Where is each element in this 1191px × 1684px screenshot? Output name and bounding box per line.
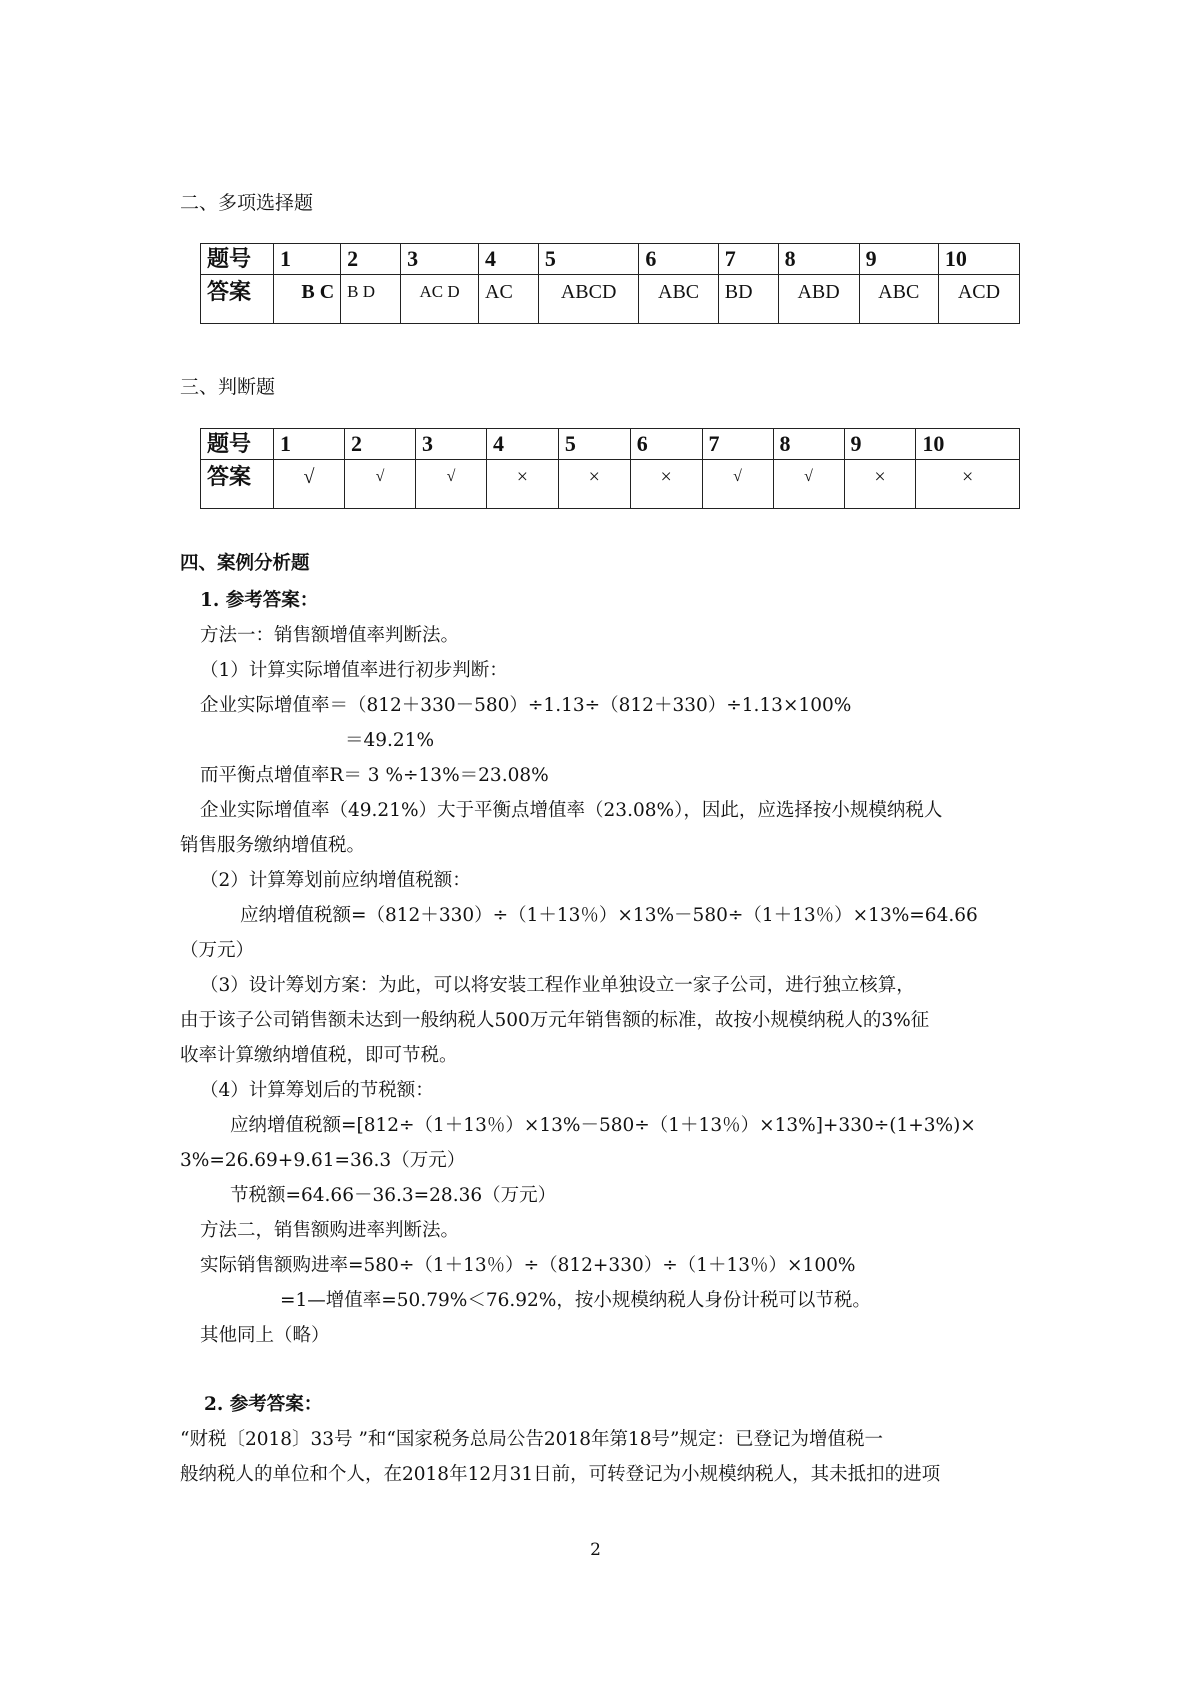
formula-line: 企业实际增值率＝（812＋330－580）÷1.13÷（812＋330）÷1.13×100% [200,695,852,716]
question-number: 6 [630,429,702,460]
body-line: 般纳税人的单位和个人，在2018年12月31日前，可转登记为小规模纳税人，其未抵扣的进项 [180,1464,941,1485]
body-line: （万元） [180,940,255,961]
answer-cell: ABCD [538,275,639,324]
body-line: “财税〔2018〕33号 ”和“国家税务总局公告2018年第18号”规定：已登记为增值税一 [180,1429,883,1450]
formula-line: =1—增值率=50.79%＜76.92%，按小规模纳税人身份计税可以节税。 [280,1290,871,1311]
body-line: 销售服务缴纳增值税。 [180,835,366,856]
table-answer-row [201,460,1020,509]
question-number: 9 [859,244,938,275]
answer-cell: √ [416,460,487,509]
question-number: 10 [916,429,1020,460]
question-number: 6 [639,244,718,275]
question-number: 1 [274,429,345,460]
section-3-title: 三、判断题 [180,376,276,398]
body-line: 企业实际增值率（49.21%）大于平衡点增值率（23.08%），因此，应选择按小规模纳税人 [200,800,943,821]
answer-cell: × [487,460,559,509]
answer-cell: √ [702,460,773,509]
answer-cell: ABC [859,275,938,324]
section-4-title: 四、案例分析题 [180,553,310,574]
section-2-title: 二、多项选择题 [180,192,314,214]
question-number: 3 [401,244,479,275]
answer-label: 答案 [201,460,274,509]
answer-cell: × [558,460,630,509]
case-2-heading: 2. 参考答案： [204,1394,323,1415]
formula-line: 应纳增值税额=（812＋330）÷（1＋13％）×13%－580÷（1＋13％）×13%=64.66 [240,905,978,926]
page-number: 2 [590,1540,601,1560]
body-line: 方法一：销售额增值率判断法。 [200,625,460,646]
question-number: 7 [702,429,773,460]
formula-line: 节税额=64.66－36.3=28.36（万元） [230,1185,557,1206]
body-line: 其他同上（略） [200,1325,330,1346]
formula-line: 应纳增值税额=[812÷（1＋13％）×13%－580÷（1＋13％）×13%]+330÷(1+3%)× [230,1115,976,1136]
question-number: 7 [718,244,778,275]
answer-label: 答案 [201,275,274,324]
header-label: 题号 [201,244,274,275]
body-line: （2）计算筹划前应纳增值税额： [200,870,471,891]
answer-cell: AC D [401,275,479,324]
question-number: 4 [479,244,539,275]
question-number: 9 [844,429,916,460]
answer-cell: √ [773,460,844,509]
formula-line: 3%=26.69+9.61=36.3（万元） [180,1150,466,1171]
body-line: 方法二，销售额购进率判断法。 [200,1220,460,1241]
body-line: （1）计算实际增值率进行初步判断： [200,660,508,681]
question-number: 5 [538,244,639,275]
answer-cell: AC [479,275,539,324]
question-number: 2 [345,429,416,460]
question-number: 5 [558,429,630,460]
answer-cell: √ [274,460,345,509]
answer-cell: BD [718,275,778,324]
answer-cell: √ [345,460,416,509]
formula-line: ＝49.21% [345,730,435,751]
table-header-row [201,429,1020,460]
formula-line: 实际销售额购进率=580÷（1＋13％）÷（812+330）÷（1＋13％）×100% [200,1255,856,1276]
question-number: 4 [487,429,559,460]
header-label: 题号 [201,429,274,460]
question-number: 1 [274,244,341,275]
question-number: 10 [938,244,1019,275]
question-number: 8 [773,429,844,460]
answer-cell: ABD [778,275,859,324]
table-answer-row [201,275,1020,324]
question-number: 3 [416,429,487,460]
body-line: （3）设计筹划方案：为此，可以将安装工程作业单独设立一家子公司，进行独立核算， [200,975,915,996]
answer-cell: × [844,460,916,509]
question-number: 8 [778,244,859,275]
answer-cell: ABC [639,275,718,324]
true-false-answer-table [200,428,1020,509]
table-header-row [201,244,1020,275]
body-line: 由于该子公司销售额未达到一般纳税人500万元年销售额的标准，故按小规模纳税人的3%征 [180,1010,930,1031]
answer-cell: × [630,460,702,509]
answer-cell: ACD [938,275,1019,324]
body-line: （4）计算筹划后的节税额： [200,1080,434,1101]
case-1-heading: 1. 参考答案： [200,590,319,611]
formula-line: 而平衡点增值率R＝ 3 %÷13%＝23.08% [200,765,549,786]
question-number: 2 [341,244,401,275]
answer-cell: B D [341,275,401,324]
body-line: 收率计算缴纳增值税，即可节税。 [180,1045,458,1066]
answer-cell: B C [274,275,341,324]
answer-cell: × [916,460,1020,509]
multiple-choice-answer-table [200,243,1020,324]
